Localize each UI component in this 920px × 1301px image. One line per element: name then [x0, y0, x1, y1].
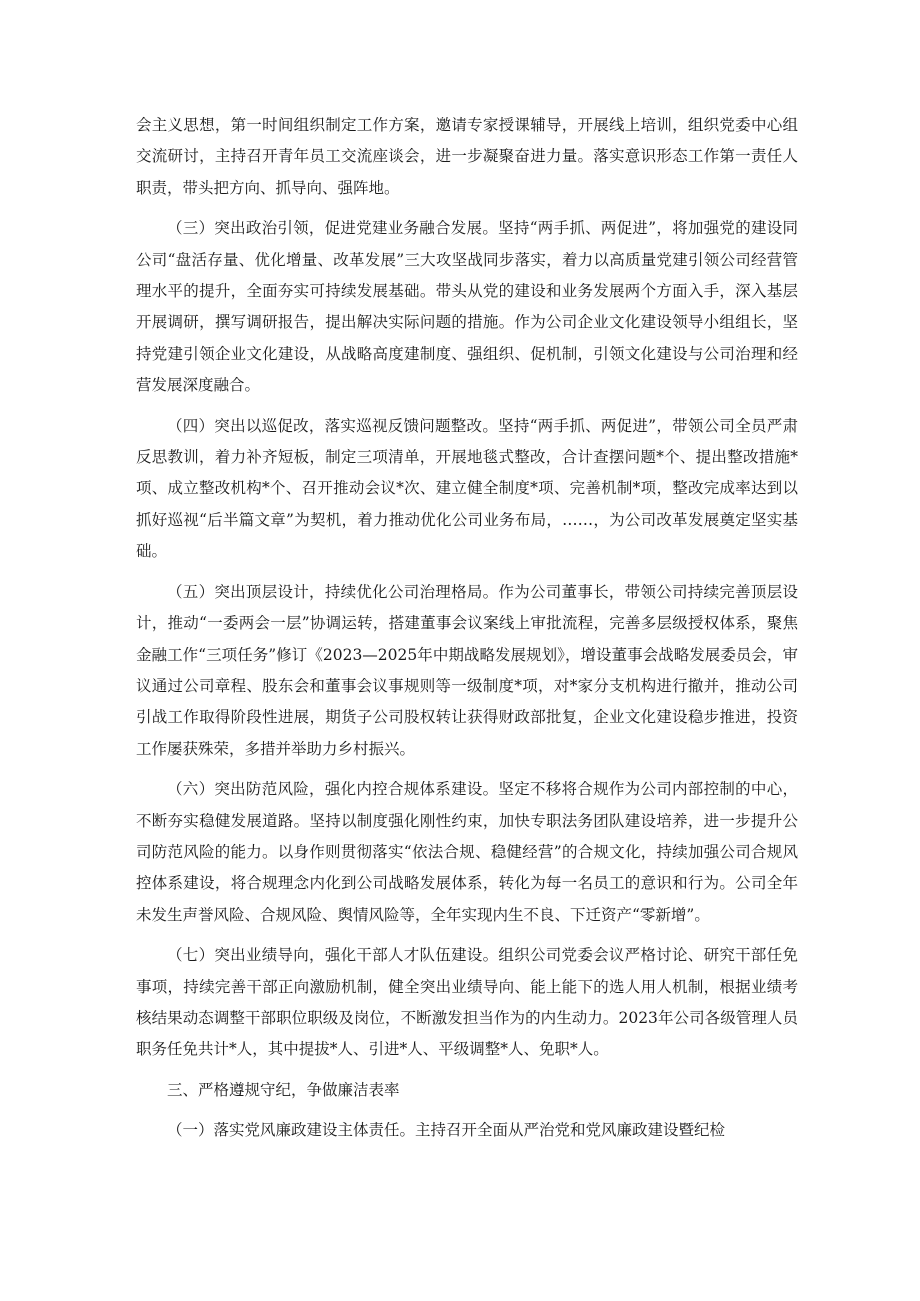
chapter-heading: 三、严格遵规守纪，争做廉洁表率: [167, 1080, 400, 1099]
document-body: [136, 110, 798, 1156]
paragraph-continued: 会主义思想，第一时间组织制定工作方案，邀请专家授课辅导，开展线上培训，组织党委中心组交流研讨，主持召开青年员工交流座谈会，进一步凝聚奋进力量。落实意识形态工作第一责任人职责，带头把方向、抓导向、强阵地。: [136, 116, 798, 197]
paragraph-section-3: （三）突出政治引领，促进党建业务融合发展。坚持“两手抓、两促进”，将加强党的建设同公司“盘活存量、优化增量、改革发展”三大攻坚战同步落实，着力以高质量党建引领公司经营管理水平的提升，全面夯实可持续发展基础。带头从党的建设和业务发展两个方面入手，深入基层开展调研，撰写调研报告，提出解决实际问题的措施。作为公司企业文化建设领导小组组长，坚持党建引领企业文化建设，从战略高度建制度、强组织、促机制，引领文化建设与公司治理和经营发展深度融合。: [136, 219, 798, 395]
paragraph-section-4: （四）突出以巡促改，落实巡视反馈问题整改。坚持“两手抓、两促进”，带领公司全员严肃反思教训，着力补齐短板，制定三项清单，开展地毯式整改，合计查摆问题*个、提出整改措施*项、成立整改机构*个、召开推动会议*次、建立健全制度*项、完善机制*项，整改完成率达到以抓好巡视“后半篇文章”为契机，着力推动优化公司业务布局，……，为公司改革发展奠定坚实基础。: [136, 416, 798, 561]
paragraph-section-7: （七）突出业绩导向，强化干部人才队伍建设。组织公司党委会议严格讨论、研究干部任免事项，持续完善干部正向激励机制，健全突出业绩导向、能上能下的选人用人机制，根据业绩考核结果动态调整干部职位职级及岗位，不断激发担当作为的内生动力。2023年公司各级管理人员职务任免共计*人，其中提拔*人、引进*人、平级调整*人、免职*人。: [136, 946, 798, 1059]
paragraph-section-6: （六）突出防范风险，强化内控合规体系建设。坚定不移将合规作为公司内部控制的中心，不断夯实稳健发展道路。坚持以制度强化刚性约束，加快专职法务团队建设培养，进一步提升公司防范风险的能力。以身作则贯彻落实“依法合规、稳健经营”的合规文化，持续加强公司合规风控体系建设，将合规理念内化到公司战略发展体系，转化为每一名员工的意识和行为。公司全年未发生声誉风险、合规风险、舆情风险等，全年实现内生不良、下迁资产“零新增”。: [136, 780, 798, 924]
paragraph-section-5: （五）突出顶层设计，持续优化公司治理格局。作为公司董事长，带领公司持续完善顶层设计，推动“一委两会一层”协调运转，搭建董事会议案线上审批流程，完善多层级授权体系，聚焦金融工作“三项任务”修订《2023—2025年中期战略发展规划》，增设董事会战略发展委员会，审议通过公司章程、股东会和董事会议事规则等一级制度*项，对*家分支机构进行撤并，推动公司引战工作取得阶段性进展，期货子公司股权转让获得财政部批复，企业文化建设稳步推进，投资工作屡获殊荣，多措并举助力乡村振兴。: [136, 582, 798, 758]
paragraph-section-1: （一）落实党风廉政建设主体责任。主持召开全面从严治党和党风廉政建设暨纪检: [167, 1121, 726, 1140]
